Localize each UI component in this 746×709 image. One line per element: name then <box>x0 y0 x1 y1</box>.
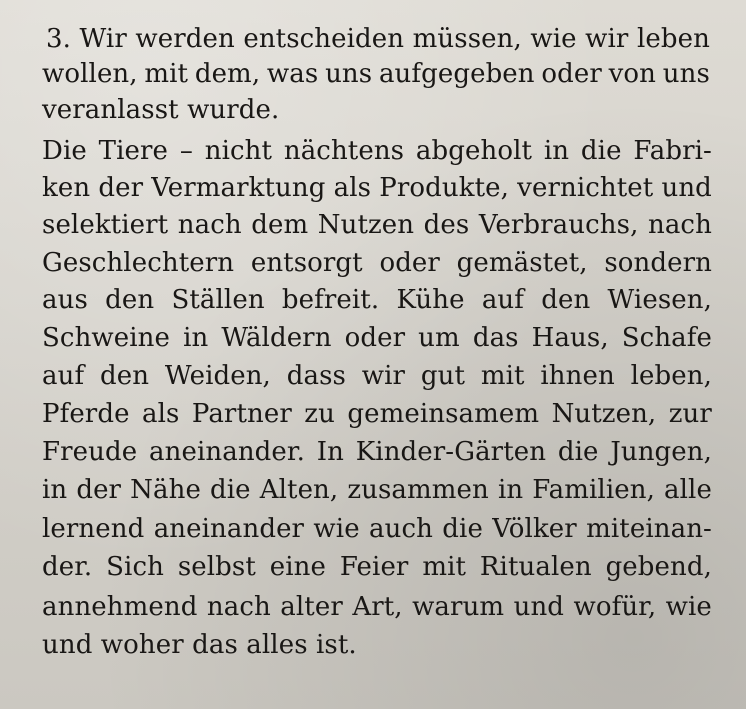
text-line: in der Nähe die Alten, zusammen in Familien, alle <box>42 475 712 505</box>
text-line: Pferde als Partner zu gemeinsamem Nutzen, zur <box>42 399 712 429</box>
text-line: der. Sich selbst eine Feier mit Ritualen gebend, <box>42 552 712 582</box>
text-line: aus den Ställen befreit. Kühe auf den Wiesen, <box>42 285 712 315</box>
text-line: auf den Weiden, dass wir gut mit ihnen leben, <box>42 361 712 391</box>
text-line: annehmend nach alter Art, warum und wofür, wie <box>42 592 712 622</box>
text-line: Schweine in Wäldern oder um das Haus, Schafe <box>42 323 712 353</box>
text-line: 3. Wir werden entscheiden müssen, wie wir leben <box>46 24 710 54</box>
text-line: lernend aneinander wie auch die Völker miteinan- <box>42 514 712 544</box>
text-line: wollen, mit dem, was uns aufgegeben oder von uns <box>42 59 710 89</box>
text-line: und woher das alles ist. <box>42 630 357 660</box>
text-line: veranlasst wurde. <box>42 95 280 125</box>
text-line: Die Tiere – nicht nächtens abgeholt in die Fabri- <box>42 136 712 166</box>
text-line: Freude aneinander. In Kinder-Gärten die Jungen, <box>42 437 712 467</box>
text-line: Geschlechtern entsorgt oder gemästet, sondern <box>42 248 712 278</box>
text-line: selektiert nach dem Nutzen des Verbrauchs, nach <box>42 210 712 240</box>
text-line: ken der Vermarktung als Produkte, vernichtet und <box>42 173 712 203</box>
